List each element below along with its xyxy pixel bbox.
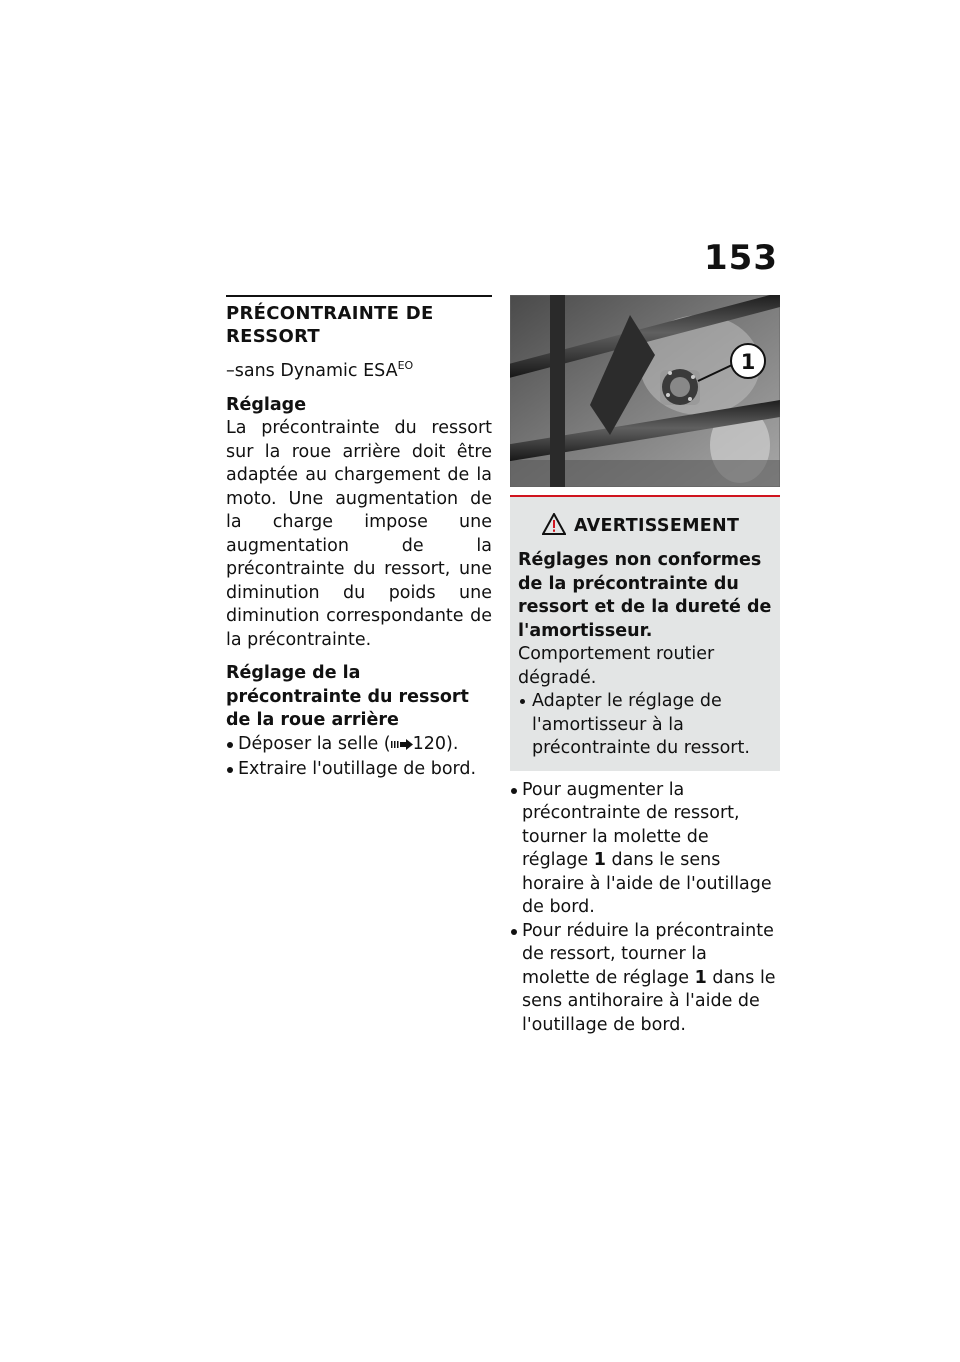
section-subtitle: [226, 354, 492, 384]
procedure-heading: Réglage de la précontrainte du ressort de la roue arrière: [226, 663, 469, 730]
step-text: Extraire l'outillage de bord.: [238, 759, 477, 779]
adjustment-step: [510, 779, 780, 920]
step-text: Pour augmenter la précontrainte de ressort, tourner la molette de réglage: [522, 779, 740, 870]
adjuster-number: 1: [593, 850, 606, 870]
adjuster-number: 1: [694, 967, 707, 988]
bullet-dot: [227, 742, 233, 748]
right-column: [510, 295, 780, 1037]
step-text-end: dans le sens horaire à l'aide de l'outillage de bord.: [522, 850, 772, 917]
warning-action: [518, 690, 772, 761]
step-text: Déposer la selle (: [238, 733, 391, 754]
warning-box: [510, 495, 780, 771]
bullet-dot: [227, 767, 233, 773]
subtitle-text: –sans Dynamic ESA: [226, 361, 398, 381]
bullet-dot: [511, 929, 517, 935]
warning-triangle-icon: [542, 513, 566, 539]
procedure-step: [226, 733, 492, 759]
step-text-end: dans le sens antihoraire à l'aide de l'outillage de bord.: [522, 967, 776, 1035]
intro-heading: Réglage: [226, 394, 307, 415]
warning-title: AVERTISSEMENT: [574, 516, 740, 536]
page-reference-link[interactable]: 120: [412, 733, 447, 754]
step-text-end: ).: [446, 733, 459, 754]
warning-heading: Réglages non conformes de la précontrainte du ressort et de la dureté de l'amortisseur.: [518, 550, 772, 641]
spring-preload-adjuster-photo: [510, 295, 780, 487]
step-text: Pour réduire la précontrainte de ressort, tourner la molette de réglage: [522, 920, 774, 988]
figure-callout: 1: [740, 350, 756, 374]
page-reference-arrow-icon: [391, 735, 413, 759]
intro-paragraph: La précontrainte du ressort sur la roue arrière doit être adaptée au chargement de la moto. Une augmentation de la charge impose une augmentation de la précontrainte du ressort, une diminution du poids une diminution correspondante de la précontrainte.: [226, 418, 492, 650]
warning-header: [518, 513, 772, 539]
left-column: [226, 295, 492, 782]
subtitle-superscript: EO: [397, 359, 414, 372]
section-divider: [226, 295, 492, 297]
section-title: PRÉCONTRAINTE DE RESSORT: [226, 303, 434, 347]
bullet-dot: [511, 788, 517, 794]
page-number: 153: [704, 238, 778, 278]
bullet-dot: [520, 699, 525, 704]
procedure-step: [226, 758, 492, 782]
warning-text: Comportement routier dégradé.: [518, 644, 715, 688]
adjustment-steps: [510, 779, 780, 1038]
adjustment-step: [510, 920, 780, 1038]
warning-action-text: Adapter le réglage de l'amortisseur à la précontrainte du ressort.: [532, 691, 750, 758]
